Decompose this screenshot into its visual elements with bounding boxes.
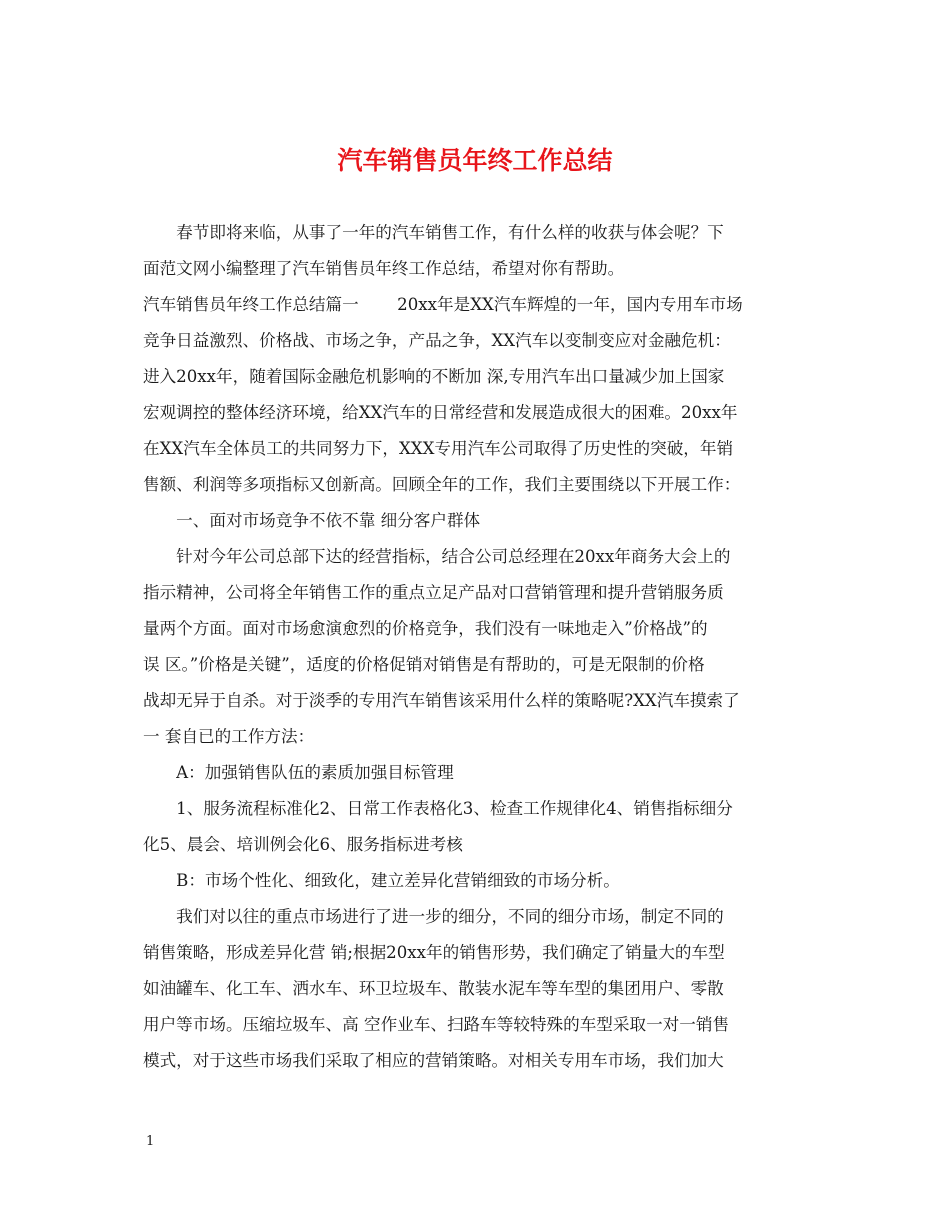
body-line: 针对今年公司总部下达的经营指标，结合公司总经理在20xx年商务大会上的 xyxy=(143,547,731,566)
body-line: 在XX汽车全体员工的共同努力下，XXX专用汽车公司取得了历史性的突破，年销 xyxy=(143,439,734,458)
body-line: 宏观调控的整体经济环境，给XX汽车的日常经营和发展造成很大的困难。20xx年 xyxy=(143,403,738,422)
page-number: 1 xyxy=(146,1134,155,1149)
body-line: 春节即将来临，从事了一年的汽车销售工作，有什么样的收获与体会呢？下 xyxy=(143,223,724,242)
subheading-b: B：市场个性化、细致化，建立差异化营销细致的市场分析。 xyxy=(143,871,620,890)
body-line: 用户等市场。压缩垃圾车、高 空作业车、扫路车等较特殊的车型采取一对一销售 xyxy=(143,1015,730,1034)
body-line: 竞争日益激烈、价格战、市场之争，产品之争，XX汽车以变制变应对金融危机： xyxy=(143,331,731,350)
body-line: 汽车销售员年终工作总结篇一 20xx年是XX汽车辉煌的一年，国内专用车市场 xyxy=(143,295,743,314)
body-line: 如油罐车、化工车、洒水车、环卫垃圾车、散装水泥车等车型的集团用户、零散 xyxy=(143,979,724,998)
body-line: 指示精神，公司将全年销售工作的重点立足产品对口营销管理和提升营销服务质 xyxy=(143,583,724,602)
body-line: 模式，对于这些市场我们采取了相应的营销策略。对相关专用车市场，我们加大 xyxy=(143,1051,724,1070)
body-line: 进入20xx年，随着国际金融危机影响的不断加 深,专用汽车出口量减少加上国家 xyxy=(143,367,725,386)
body-line: 一 套自已的工作方法： xyxy=(143,727,315,746)
document-title: 汽车销售员年终工作总结 xyxy=(337,146,613,175)
body-line: 售额、利润等多项指标又创新高。回顾全年的工作，我们主要围绕以下开展工作： xyxy=(143,475,741,494)
body-line: 销售策略，形成差异化营 销;根据20xx年的销售形势，我们确定了销量大的车型 xyxy=(143,943,725,962)
body-line: 战却无异于自杀。对于淡季的专用汽车销售该采用什么样的策略呢?XX汽车摸索了 xyxy=(143,691,740,710)
body-line: 1、服务流程标准化2、日常工作表格化3、检查工作规律化4、销售指标细分 xyxy=(143,799,733,818)
body-line: 量两个方面。面对市场愈演愈烈的价格竞争，我们没有一味地走入”价格战”的 xyxy=(143,619,708,638)
body-line: 面范文网小编整理了汽车销售员年终工作总结，希望对你有帮助。 xyxy=(143,259,625,278)
body-line: 化5、晨会、培训例会化6、服务指标进考核 xyxy=(143,835,463,854)
body-line: 误 区。”价格是关键”，适度的价格促销对销售是有帮助的，可是无限制的价格 xyxy=(143,655,705,674)
section-heading: 一、面对市场竞争不依不靠 细分客户群体 xyxy=(143,511,481,530)
body-line: 我们对以往的重点市场进行了进一步的细分，不同的细分市场，制定不同的 xyxy=(143,907,724,926)
subheading-a: A：加强销售队伍的素质加强目标管理 xyxy=(143,763,454,782)
